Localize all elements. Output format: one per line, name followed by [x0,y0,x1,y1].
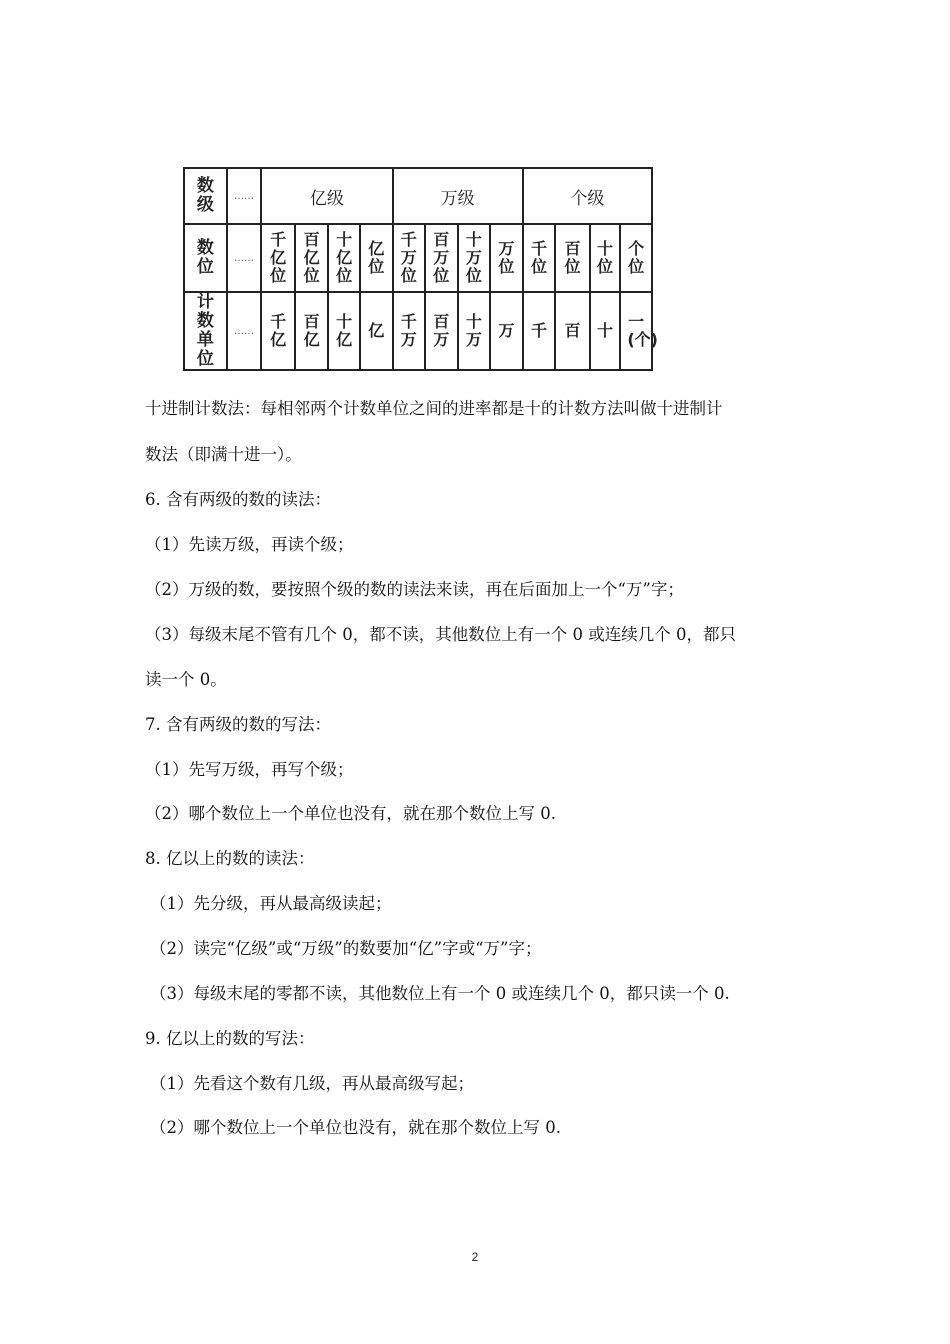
position-row [184,224,652,292]
section7-title: 7. 含有两级的数的写法： [145,715,331,734]
unit-row [184,292,652,370]
position-cell: 千万位 [393,224,426,292]
group-wan: 万级 [393,168,523,224]
section8-item3: （3）每级末尾的零都不读，其他数位上有一个 0 或连续几个 0，都只读一个 0. [150,984,730,1003]
unit-cell: 亿 [360,292,393,370]
row-header-position: 数位 [184,224,227,292]
section6-item3-line2: 读一个 0。 [145,670,227,689]
unit-cell: 十万 [458,292,491,370]
position-cell: 亿位 [360,224,393,292]
section6-title: 6. 含有两级的数的读法： [145,490,331,509]
row-header-level: 数级 [184,168,227,224]
unit-cell: 十亿 [328,292,360,370]
unit-cell: 百亿 [295,292,329,370]
row-header-unit: 计数单位 [184,292,227,370]
section7-item1: （1）先写万级，再写个级； [145,760,354,779]
unit-cell: 百万 [425,292,458,370]
position-cell: 个位 [620,224,652,292]
group-yi: 亿级 [261,168,392,224]
group-ge: 个级 [523,168,652,224]
unit-cell: 一(个) [620,292,652,370]
unit-cell: 百 [555,292,590,370]
unit-cell: 千 [523,292,556,370]
dots-cell: …… [227,168,262,224]
section9-item1: （1）先看这个数有几级，再从最高级写起； [150,1074,474,1093]
position-cell: 千位 [523,224,556,292]
unit-cell: 万 [490,292,523,370]
position-cell: 百万位 [425,224,458,292]
position-cell: 十万位 [458,224,491,292]
position-cell: 百亿位 [295,224,329,292]
section7-item2: （2）哪个数位上一个单位也没有，就在那个数位上写 0. [145,804,556,823]
section9-item2: （2）哪个数位上一个单位也没有，就在那个数位上写 0. [150,1118,561,1137]
section8-item1: （1）先分级，再从最高级读起； [150,894,392,913]
position-cell: 百位 [555,224,590,292]
level-row [184,168,652,224]
position-cell: 万位 [490,224,523,292]
unit-cell: 千亿 [261,292,295,370]
unit-cell: 千万 [393,292,426,370]
section6-item1: （1）先读万级，再读个级； [145,535,354,554]
section9-title: 9. 亿以上的数的写法： [145,1029,315,1048]
page-number: 2 [471,1250,479,1264]
section6-item2: （2）万级的数，要按照个级的数的读法来读，再在后面加上一个“万”字； [145,580,684,599]
decimal-definition-line1: 十进制计数法：每相邻两个计数单位之间的进率都是十的计数方法叫做十进制计 [145,399,723,418]
decimal-definition-line2: 数法（即满十进一）。 [145,445,302,464]
dots-cell: …… [227,224,262,292]
section8-title: 8. 亿以上的数的读法： [145,849,315,868]
section6-item3-line1: （3）每级末尾不管有几个 0，都不读，其他数位上有一个 0 或连续几个 0，都只 [145,625,736,644]
section8-item2: （2）读完“亿级”或“万级”的数要加“亿”字或“万”字； [150,939,542,958]
position-cell: 十位 [590,224,621,292]
dots-cell: …… [227,292,262,370]
place-value-table [183,167,658,371]
position-cell: 千亿位 [261,224,295,292]
unit-cell: 十 [590,292,621,370]
position-cell: 十亿位 [328,224,360,292]
